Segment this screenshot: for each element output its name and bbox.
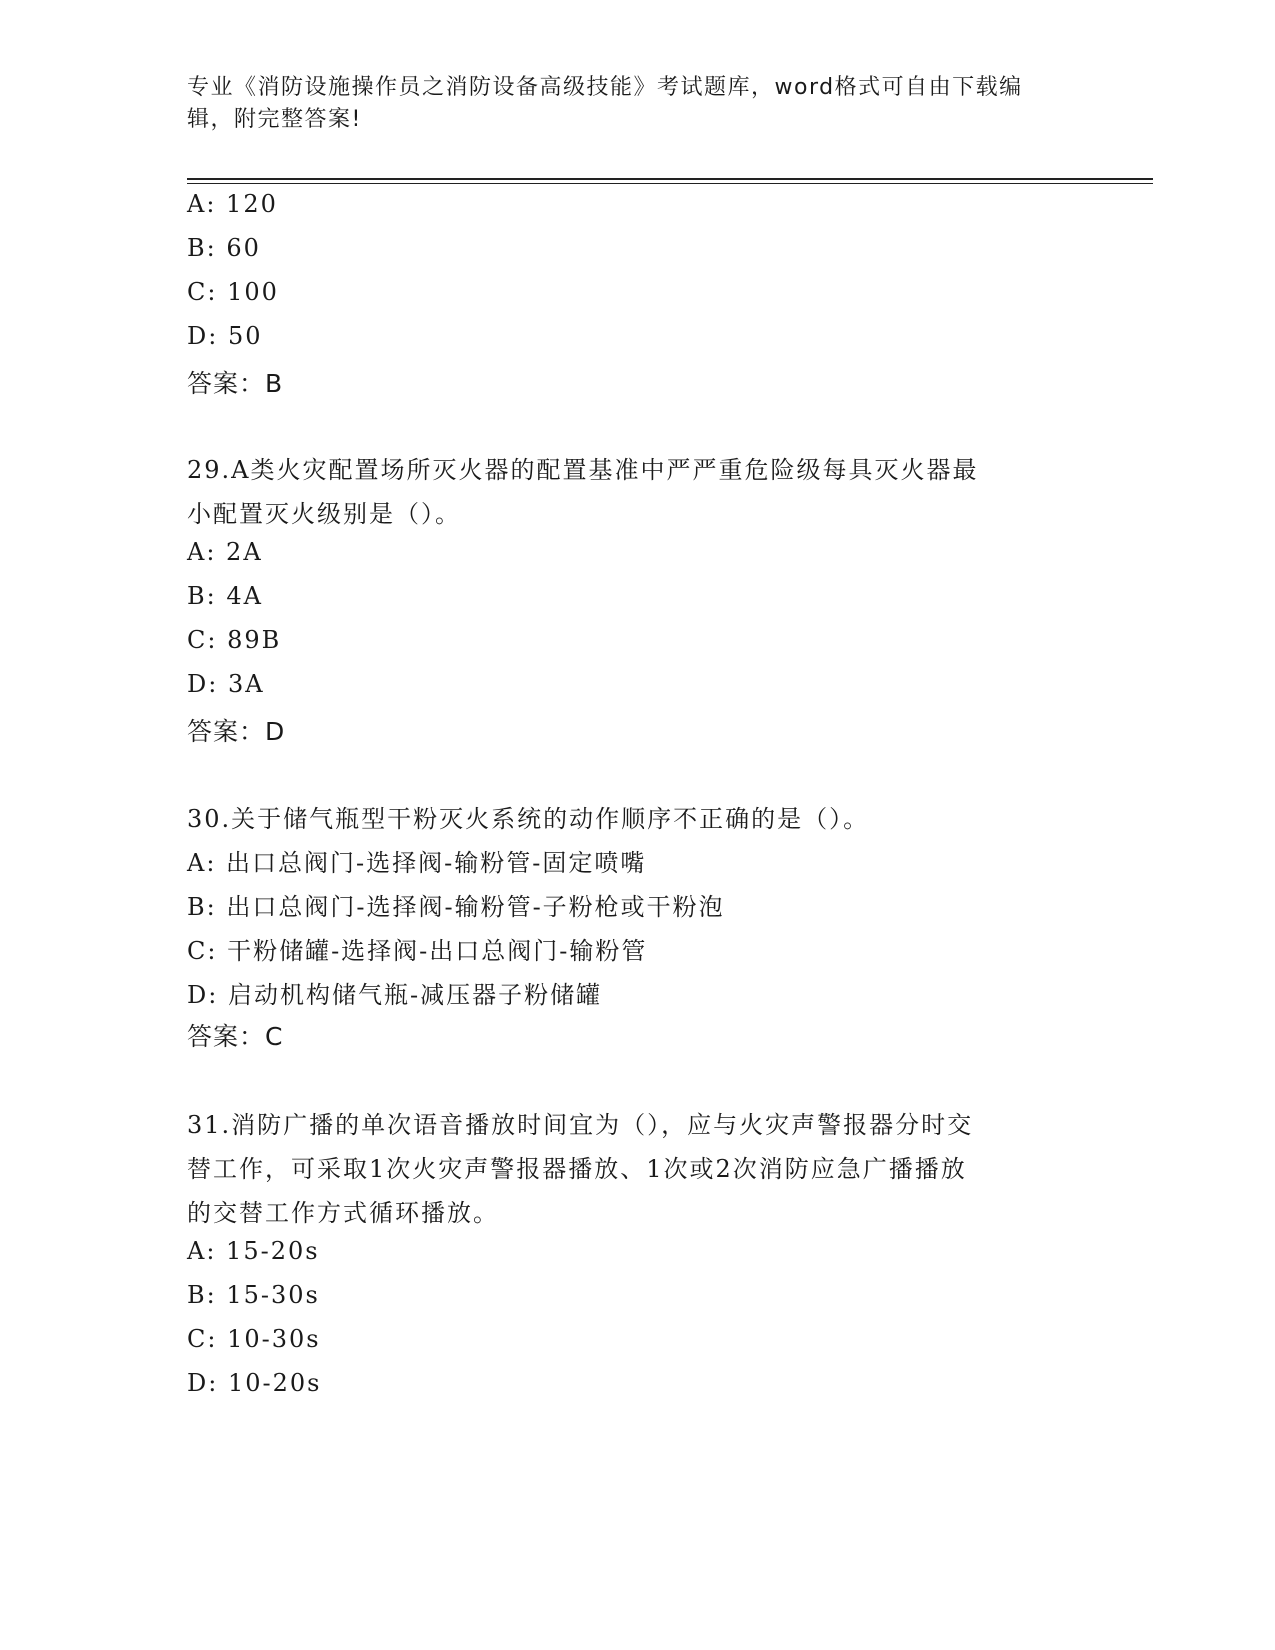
- option-a: A: 15-20s: [187, 1237, 320, 1265]
- question-29-stem: 29.A类火灾配置场所灭火器的配置基准中严严重危险级每具灭火器最: [187, 456, 979, 484]
- option-c: C: 10-30s: [187, 1325, 321, 1353]
- question-31-stem-cont-2: 的交替工作方式循环播放。: [187, 1199, 499, 1227]
- option-b: B: 出口总阀门-选择阀-输粉管-子粉枪或干粉泡: [187, 893, 725, 921]
- header-rule-thin: [187, 183, 1153, 184]
- question-30-stem: 30.关于储气瓶型干粉灭火系统的动作顺序不正确的是（）。: [187, 805, 870, 833]
- header-rule-thick: [187, 178, 1153, 180]
- option-a: A: 出口总阀门-选择阀-输粉管-固定喷嘴: [187, 849, 647, 877]
- question-31-stem: 31.消防广播的单次语音播放时间宜为（），应与火灾声警报器分时交: [187, 1111, 974, 1139]
- answer: 答案：C: [187, 1022, 284, 1051]
- option-c: C: 干粉储罐-选择阀-出口总阀门-输粉管: [187, 937, 648, 965]
- question-31-stem-cont: 替工作，可采取1次火灾声警报器播放、1次或2次消防应急广播播放: [187, 1155, 967, 1183]
- option-c: C: 100: [187, 278, 279, 306]
- option-d: D: 启动机构储气瓶-减压器子粉储罐: [187, 981, 603, 1009]
- option-d: D: 10-20s: [187, 1369, 322, 1397]
- header-line-2: 辑，附完整答案!: [187, 107, 362, 132]
- header-line-1: 专业《消防设施操作员之消防设备高级技能》考试题库，word格式可自由下载编: [187, 75, 1023, 100]
- option-b: B: 4A: [187, 582, 263, 610]
- document-header: [187, 72, 1067, 136]
- option-d: D: 50: [187, 322, 263, 350]
- question-29-stem-cont: 小配置灭火级别是（）。: [187, 500, 461, 528]
- answer: 答案：D: [187, 717, 286, 746]
- option-a: A: 2A: [187, 538, 263, 566]
- option-a: A: 120: [187, 190, 278, 218]
- answer: 答案：B: [187, 369, 284, 398]
- option-d: D: 3A: [187, 670, 265, 698]
- option-b: B: 15-30s: [187, 1281, 320, 1309]
- option-c: C: 89B: [187, 626, 282, 654]
- option-b: B: 60: [187, 234, 261, 262]
